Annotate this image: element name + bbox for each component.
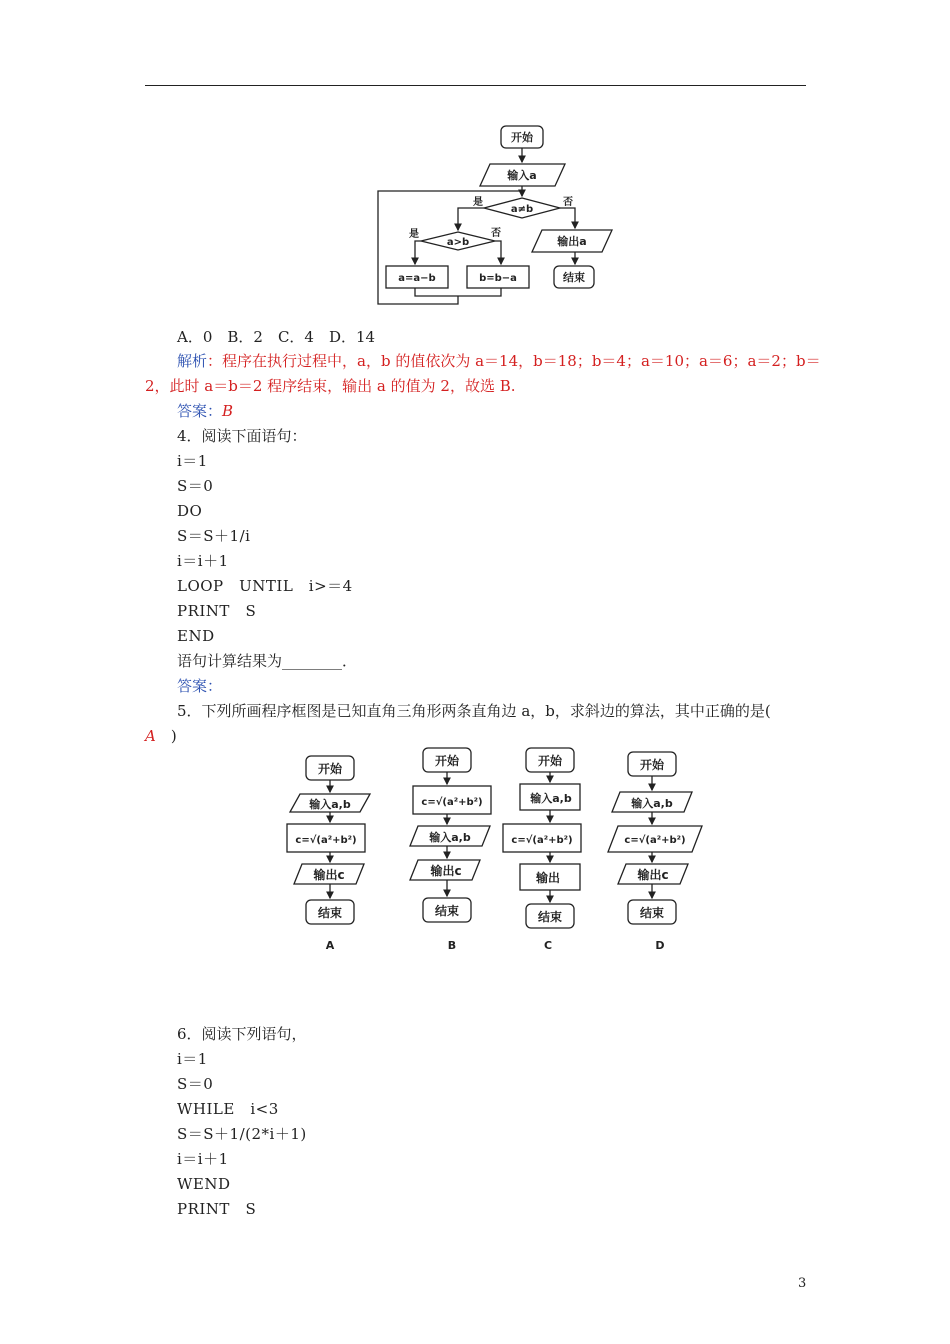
optD-compute-text: c=√(a²+b²) — [624, 835, 686, 846]
optC-compute-text: c=√(a²+b²) — [511, 835, 573, 846]
flow1-output-text: 输出a — [557, 235, 587, 248]
optC-end-text: 结束 — [537, 910, 563, 924]
flow1-yes2-text: 是 — [409, 229, 419, 240]
q4-code-line: END — [177, 627, 215, 645]
q3-answer-label: 答案： — [177, 402, 223, 420]
flow1-assign-a-text: a=a−b — [398, 273, 436, 284]
flowchart-question-3 — [370, 118, 620, 308]
header-rule — [145, 85, 806, 86]
q4-code-line: PRINT S — [177, 602, 257, 620]
q4-tail: 语句计算结果为________． — [177, 652, 358, 670]
q3-options: A．0 B．2 C．4 D．14 — [177, 328, 376, 346]
q3-analysis-label: 解析 — [177, 352, 208, 370]
optB-label: B — [447, 939, 457, 952]
q5-answer-line — [145, 726, 177, 746]
optC-label: C — [543, 939, 553, 952]
optC-start-text: 开始 — [537, 754, 563, 768]
optA-label: A — [325, 939, 335, 952]
q6-code-line: i＝1 — [177, 1050, 208, 1068]
optA-input-text: 输入a,b — [309, 798, 351, 811]
q4-code-line: S＝0 — [177, 477, 214, 495]
q3-answer — [177, 401, 233, 421]
optB-output-text: 输出c — [430, 864, 462, 878]
optD-output-text: 输出c — [637, 868, 669, 882]
flow1-no2-text: 否 — [491, 228, 501, 239]
q4-code-line: i＝1 — [177, 452, 208, 470]
q3-analysis-line1 — [177, 351, 821, 371]
q6-code-line: S＝S＋1/(2*i＋1) — [177, 1125, 307, 1143]
q4-code-line: S＝S＋1/i — [177, 527, 251, 545]
optD-label: D — [655, 939, 665, 952]
q6-code-line: S＝0 — [177, 1075, 214, 1093]
q4-code-line: DO — [177, 502, 203, 520]
q4-answer-label: 答案： — [177, 677, 223, 695]
flow1-cond2-text: a>b — [446, 237, 470, 248]
optC-input-text: 输入a,b — [530, 792, 572, 805]
optB-end-text: 结束 — [434, 904, 460, 918]
flowchart-question-5 — [280, 742, 720, 962]
optB-start-text: 开始 — [434, 754, 460, 768]
page-number: 3 — [798, 1276, 807, 1291]
optC-output-text: 输出 — [535, 871, 561, 885]
q6-code-line: PRINT S — [177, 1200, 257, 1218]
optD-start-text: 开始 — [639, 758, 665, 772]
q6-code-line: WEND — [177, 1175, 231, 1193]
q6-stem: 6．阅读下列语句， — [177, 1025, 307, 1043]
flow1-assign-b-text: b=b−a — [479, 273, 517, 284]
flow1-input-text: 输入a — [507, 169, 537, 182]
optA-compute-text: c=√(a²+b²) — [295, 835, 357, 846]
flow1-cond1-text: a≠b — [510, 204, 534, 215]
flow1-start-text: 开始 — [511, 131, 533, 144]
q3-analysis-text1: ：程序在执行过程中，a，b 的值依次为 a＝14，b＝18；b＝4；a＝10；a＝6；a＝2；b＝ — [207, 352, 821, 370]
q5-close: ) — [170, 727, 177, 745]
flow1-end-text: 结束 — [563, 271, 585, 284]
optD-input-text: 输入a,b — [631, 797, 673, 810]
q6-code-line: i＝i＋1 — [177, 1150, 229, 1168]
optA-start-text: 开始 — [317, 762, 343, 776]
q4-code-line: LOOP UNTIL i>＝4 — [177, 577, 353, 595]
q3-analysis-line2: 2，此时 a＝b＝2 程序结束，输出 a 的值为 2，故选 B. — [145, 377, 516, 395]
optD-end-text: 结束 — [639, 906, 665, 920]
q5-stem: 5．下列所画程序框图是已知直角三角形两条直角边 a，b，求斜边的算法，其中正确的是( — [177, 702, 771, 720]
q4-code-line: i＝i＋1 — [177, 552, 229, 570]
optB-input-text: 输入a,b — [429, 831, 471, 844]
optA-output-text: 输出c — [313, 868, 345, 882]
q3-answer-value: B — [222, 402, 234, 420]
q5-answer: A — [145, 727, 156, 745]
q6-code-line: WHILE i<3 — [177, 1100, 279, 1118]
flow1-no1-text: 否 — [563, 197, 573, 208]
optA-end-text: 结束 — [317, 906, 343, 920]
q4-stem: 4．阅读下面语句： — [177, 427, 307, 445]
optB-compute-text: c=√(a²+b²) — [421, 797, 483, 808]
flow1-yes1-text: 是 — [473, 197, 483, 208]
